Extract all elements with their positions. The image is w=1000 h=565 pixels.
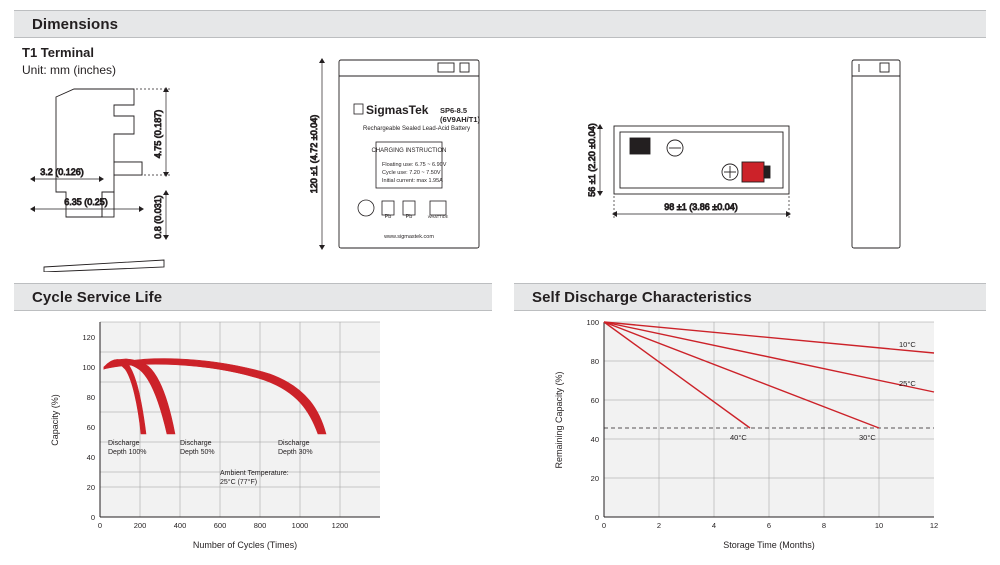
battery-side-view [852,60,900,248]
unit-label: Unit: mm (inches) [22,63,117,77]
battery-type-line: Rechargeable Sealed Lead-Acid Battery [363,126,471,132]
svg-text:1000: 1000 [291,521,309,530]
series-label-30c: 30°C [859,433,876,442]
website-text: www.sigmastek.com [384,234,434,240]
svg-text:12: 12 [929,521,939,530]
section-header-cycle-service-life [14,283,492,311]
dim-text-top-depth: 56 ±1 (2.20 ±0.04) [587,123,597,197]
icon-label-ul: WHATTIDE [427,214,449,219]
dim-text-thickness: 0.8 (0.031) [153,195,163,239]
dim-thickness [163,190,169,240]
series-label-40c: 40°C [730,433,747,442]
dim-top-depth [597,124,603,196]
section-title-cycle-service-life: Cycle Service Life [32,288,163,306]
svg-text:20: 20 [86,483,95,492]
charging-line-1: Floating use: 6.75 ~ 6.90V [382,162,447,168]
terminal-side-view [44,89,164,272]
y-tick-labels-self [586,318,599,522]
svg-text:1200: 1200 [331,521,349,530]
svg-text:80: 80 [590,357,599,366]
annotation-depth-100-line2: Depth 100% [108,449,147,456]
svg-text:80: 80 [86,393,95,402]
svg-text:60: 60 [590,396,599,405]
annotation-depth-30-line1: Discharge [278,440,310,447]
series-label-10c: 10°C [899,340,916,349]
section-title-dimensions: Dimensions [32,15,119,33]
y-tick-labels-cycle [82,333,95,522]
svg-text:100: 100 [82,363,95,372]
x-tick-labels-cycle [98,521,348,530]
dim-front-height [319,58,325,250]
dim-text-front-height: 120 ±1 (4.72 ±0.04) [309,114,319,194]
y-axis-title-self: Remaining Capacity (%) [554,371,564,469]
svg-text:0: 0 [90,513,95,522]
annotation-ambient-line2: 25°C (77°F) [220,479,258,486]
dim-text-height-right: 4.75 (0.187) [153,109,163,159]
section-header-self-discharge [514,283,986,311]
annotation-depth-100-line1: Discharge [108,440,140,447]
svg-text:800: 800 [253,521,267,530]
x-axis-title-cycle: Number of Cycles (Times) [192,540,298,550]
svg-text:40: 40 [590,435,599,444]
svg-text:8: 8 [821,521,827,530]
chart-self-discharge [514,312,984,557]
svg-text:0: 0 [97,521,103,530]
svg-text:20: 20 [590,474,599,483]
x-axis-title-self: Storage Time (Months) [723,540,815,550]
charging-line-2: Cycle use: 7.20 ~ 7.50V [382,170,441,176]
icon-label-pb-2: Pb [405,214,413,220]
battery-top-view [614,126,789,194]
model-rating: (6V9AH/T1) [440,115,481,124]
chart-cycle-service-life [20,312,490,557]
icon-label-pb-1: Pb [384,214,392,220]
charging-line-3: Initial current: max 1.95A [382,178,443,184]
svg-text:0: 0 [594,513,599,522]
svg-text:200: 200 [133,521,147,530]
terminal-type-label: T1 Terminal [22,45,95,60]
annotation-depth-50-line2: Depth 50% [180,449,215,456]
x-tick-labels-self [602,521,938,530]
section-title-self-discharge: Self Discharge Characteristics [532,288,752,306]
dimensions-drawings [14,42,986,272]
svg-text:120: 120 [82,333,95,342]
section-header-dimensions [14,10,986,38]
charging-instruction-title: CHARGING INSTRUCTION [371,148,447,154]
model-number: SP6-8.5 [440,106,468,115]
dim-text-width-bottom: 6.35 (0.25) [64,197,108,207]
svg-text:2: 2 [656,521,662,530]
dim-text-top-width: 98 ±1 (3.86 ±0.04) [664,202,738,212]
series-label-25c: 25°C [899,379,916,388]
svg-text:6: 6 [766,521,772,530]
brand-name: SigmasTek [366,103,429,117]
svg-text:60: 60 [86,423,95,432]
svg-text:100: 100 [586,318,599,327]
svg-text:0: 0 [601,521,607,530]
annotation-ambient-line1: Ambient Temperature: [220,470,289,477]
dim-text-left-small: 3.2 (0.126) [40,167,84,177]
svg-text:400: 400 [173,521,187,530]
svg-text:10: 10 [874,521,884,530]
y-axis-title-cycle: Capacity (%) [50,394,60,446]
svg-text:4: 4 [711,521,717,530]
annotation-depth-50-line1: Discharge [180,440,212,447]
svg-text:600: 600 [213,521,227,530]
annotation-depth-30-line2: Depth 30% [278,449,313,456]
svg-text:40: 40 [86,453,95,462]
